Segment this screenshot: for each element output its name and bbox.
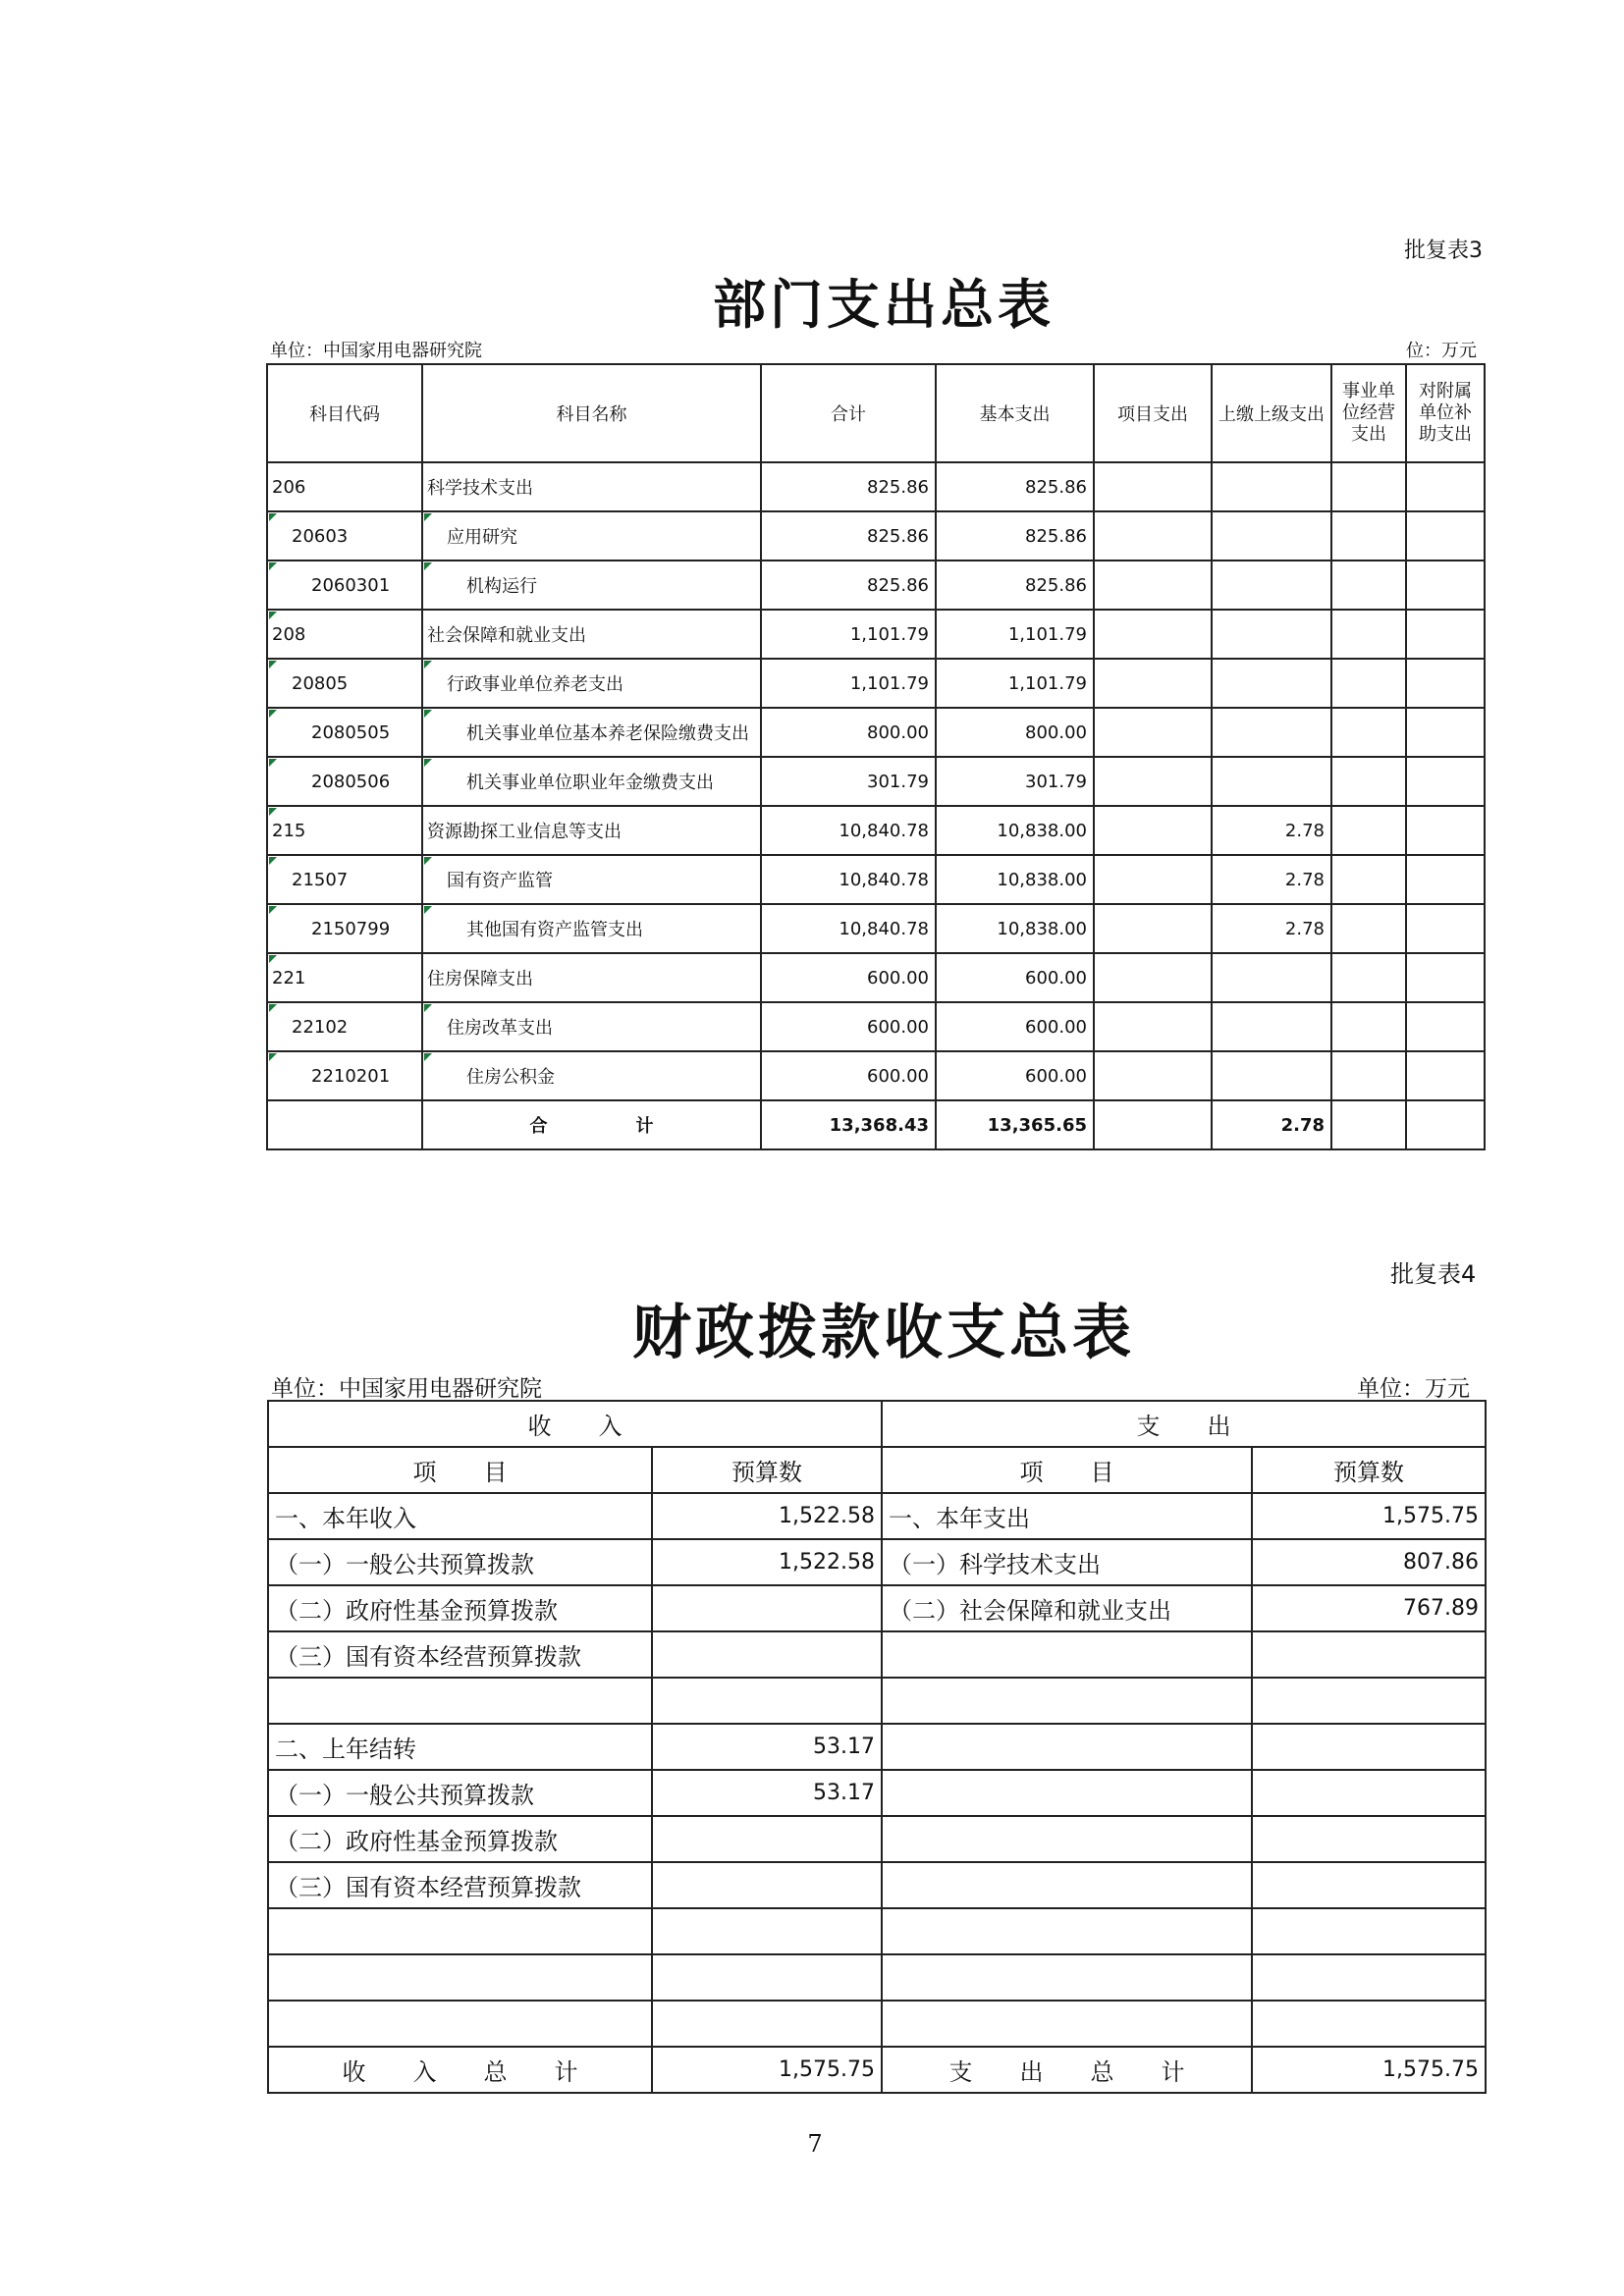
cell-total: 825.86 [761, 561, 936, 610]
expense-amount [1252, 1816, 1486, 1862]
cell-upper [1212, 511, 1331, 561]
cell-name: 行政事业单位养老支出 [422, 659, 761, 708]
cell-subsidy [1406, 953, 1485, 1002]
cell-code: 215 [267, 806, 422, 855]
cell-name: 机关事业单位职业年金缴费支出 [422, 757, 761, 806]
cell-name: 社会保障和就业支出 [422, 610, 761, 659]
header-name: 科目名称 [422, 364, 761, 462]
income-item [268, 1954, 652, 2001]
income-item: （二）政府性基金预算拨款 [268, 1585, 652, 1631]
cell-code: 20805 [267, 659, 422, 708]
cell-subsidy [1406, 1051, 1485, 1100]
cell-basic: 1,101.79 [936, 610, 1094, 659]
cell-name: 机构运行 [422, 561, 761, 610]
dept-expenditure-table [266, 363, 1486, 1150]
page-title-2: 财政拨款收支总表 [632, 1299, 1135, 1367]
table-row [267, 659, 1485, 708]
income-total-label: 收 入 总 计 [268, 2047, 652, 2093]
expense-amount: 767.89 [1252, 1585, 1486, 1631]
expense-item [882, 1954, 1252, 2001]
income-amount [652, 1631, 882, 1678]
income-header: 收 入 [268, 1401, 882, 1447]
table-row [268, 1493, 1486, 1539]
cell-subsidy [1406, 610, 1485, 659]
header-code: 科目代码 [267, 364, 422, 462]
page-title-1: 部门支出总表 [713, 273, 1055, 336]
cell-name: 住房公积金 [422, 1051, 761, 1100]
table-row [268, 1770, 1486, 1816]
fiscal-appropriation-table [267, 1400, 1487, 2094]
table-row [267, 708, 1485, 757]
table-row [267, 1051, 1485, 1100]
cell-basic: 800.00 [936, 708, 1094, 757]
cell-name: 其他国有资产监管支出 [422, 904, 761, 953]
expense-item-header: 项 目 [882, 1447, 1252, 1493]
cell-business [1331, 561, 1406, 610]
cell-basic: 301.79 [936, 757, 1094, 806]
unit-left-2: 单位：中国家用电器研究院 [271, 1376, 542, 1402]
cell-project [1094, 659, 1212, 708]
cell-project [1094, 511, 1212, 561]
total-row [267, 1100, 1485, 1149]
income-item: 二、上年结转 [268, 1724, 652, 1770]
cell-basic: 825.86 [936, 462, 1094, 511]
doc-label-3: 批复表3 [1404, 239, 1483, 263]
cell-total: 10,840.78 [761, 855, 936, 904]
cell-name: 住房改革支出 [422, 1002, 761, 1051]
income-total-amount: 1,575.75 [652, 2047, 882, 2093]
cell-upper [1212, 708, 1331, 757]
expense-amount [1252, 1631, 1486, 1678]
cell-name: 资源勘探工业信息等支出 [422, 806, 761, 855]
cell-subsidy [1406, 561, 1485, 610]
cell-total: 600.00 [761, 953, 936, 1002]
unit-right-1: 位：万元 [1406, 341, 1477, 361]
cell-business [1331, 708, 1406, 757]
cell-business [1331, 462, 1406, 511]
income-amount [652, 1862, 882, 1908]
cell-upper [1212, 1002, 1331, 1051]
table-row [268, 1862, 1486, 1908]
cell-project [1094, 462, 1212, 511]
total-subsidy [1406, 1100, 1485, 1149]
doc-label-4: 批复表4 [1390, 1260, 1477, 1288]
cell-code: 208 [267, 610, 422, 659]
table-row [267, 561, 1485, 610]
expense-amount: 807.86 [1252, 1539, 1486, 1585]
total-upper: 2.78 [1212, 1100, 1331, 1149]
income-item [268, 1678, 652, 1724]
expense-amount [1252, 1678, 1486, 1724]
cell-total: 800.00 [761, 708, 936, 757]
table-row [268, 1816, 1486, 1862]
cell-code: 2150799 [267, 904, 422, 953]
table-row [268, 1724, 1486, 1770]
cell-total: 301.79 [761, 757, 936, 806]
cell-project [1094, 561, 1212, 610]
cell-code: 206 [267, 462, 422, 511]
expense-item [882, 1631, 1252, 1678]
cell-basic: 600.00 [936, 953, 1094, 1002]
total-label: 合 计 [422, 1100, 761, 1149]
total-total: 13,368.43 [761, 1100, 936, 1149]
expense-item [882, 1724, 1252, 1770]
table-row [267, 904, 1485, 953]
cell-subsidy [1406, 511, 1485, 561]
expense-item [882, 1678, 1252, 1724]
expense-amount [1252, 1954, 1486, 2001]
table-header-row [267, 364, 1485, 462]
expense-amount [1252, 1908, 1486, 1954]
cell-name: 科学技术支出 [422, 462, 761, 511]
income-item [268, 2001, 652, 2047]
expense-amount-header: 预算数 [1252, 1447, 1486, 1493]
expense-item [882, 1908, 1252, 1954]
cell-subsidy [1406, 806, 1485, 855]
cell-total: 825.86 [761, 511, 936, 561]
cell-project [1094, 1051, 1212, 1100]
expense-amount: 1,575.75 [1252, 1493, 1486, 1539]
income-amount [652, 1908, 882, 1954]
cell-name: 应用研究 [422, 511, 761, 561]
income-item: （三）国有资本经营预算拨款 [268, 1862, 652, 1908]
income-item: （一）一般公共预算拨款 [268, 1539, 652, 1585]
income-amount [652, 1816, 882, 1862]
cell-project [1094, 610, 1212, 659]
cell-total: 600.00 [761, 1002, 936, 1051]
income-amount: 1,522.58 [652, 1493, 882, 1539]
income-amount-header: 预算数 [652, 1447, 882, 1493]
income-amount: 53.17 [652, 1770, 882, 1816]
cell-business [1331, 953, 1406, 1002]
cell-business [1331, 757, 1406, 806]
cell-name: 住房保障支出 [422, 953, 761, 1002]
total-basic: 13,365.65 [936, 1100, 1094, 1149]
cell-upper [1212, 659, 1331, 708]
total-row [268, 2047, 1486, 2093]
cell-upper: 2.78 [1212, 855, 1331, 904]
expense-item [882, 1862, 1252, 1908]
income-amount [652, 1954, 882, 2001]
cell-upper [1212, 953, 1331, 1002]
expense-item [882, 2001, 1252, 2047]
expense-total-label: 支 出 总 计 [882, 2047, 1252, 2093]
header-business: 事业单位经营支出 [1331, 364, 1406, 462]
cell-total: 10,840.78 [761, 806, 936, 855]
page-number: 7 [807, 2130, 823, 2158]
expense-amount [1252, 1770, 1486, 1816]
unit-left-1: 单位：中国家用电器研究院 [270, 341, 482, 361]
table-row [268, 1908, 1486, 1954]
cell-project [1094, 904, 1212, 953]
header-project: 项目支出 [1094, 364, 1212, 462]
cell-business [1331, 659, 1406, 708]
expense-item: 一、本年支出 [882, 1493, 1252, 1539]
cell-total: 1,101.79 [761, 659, 936, 708]
cell-business [1331, 610, 1406, 659]
table-row [267, 610, 1485, 659]
table-row [267, 953, 1485, 1002]
cell-upper: 2.78 [1212, 904, 1331, 953]
income-amount [652, 1678, 882, 1724]
table-row [268, 1539, 1486, 1585]
cell-upper [1212, 610, 1331, 659]
cell-basic: 600.00 [936, 1002, 1094, 1051]
cell-code: 20603 [267, 511, 422, 561]
cell-project [1094, 757, 1212, 806]
expense-total-amount: 1,575.75 [1252, 2047, 1486, 2093]
cell-project [1094, 855, 1212, 904]
table-row [267, 855, 1485, 904]
header-total: 合计 [761, 364, 936, 462]
cell-project [1094, 953, 1212, 1002]
cell-subsidy [1406, 659, 1485, 708]
cell-name: 国有资产监管 [422, 855, 761, 904]
income-item: （二）政府性基金预算拨款 [268, 1816, 652, 1862]
cell-business [1331, 511, 1406, 561]
cell-business [1331, 1002, 1406, 1051]
cell-code: 2080505 [267, 708, 422, 757]
table-row [268, 2001, 1486, 2047]
cell-business [1331, 904, 1406, 953]
header-basic: 基本支出 [936, 364, 1094, 462]
income-amount [652, 1585, 882, 1631]
table-row [268, 1678, 1486, 1724]
cell-basic: 10,838.00 [936, 855, 1094, 904]
cell-subsidy [1406, 904, 1485, 953]
cell-basic: 1,101.79 [936, 659, 1094, 708]
cell-upper [1212, 1051, 1331, 1100]
cell-basic: 825.86 [936, 511, 1094, 561]
cell-total: 825.86 [761, 462, 936, 511]
expense-amount [1252, 1724, 1486, 1770]
unit-right-2: 单位：万元 [1357, 1376, 1470, 1402]
table-row [268, 1631, 1486, 1678]
table-row [267, 462, 1485, 511]
cell-project [1094, 1002, 1212, 1051]
section-header-row [268, 1401, 1486, 1447]
cell-subsidy [1406, 462, 1485, 511]
cell-code: 221 [267, 953, 422, 1002]
cell-upper [1212, 561, 1331, 610]
table-row [267, 1002, 1485, 1051]
cell-code: 2080506 [267, 757, 422, 806]
income-item-header: 项 目 [268, 1447, 652, 1493]
cell-project [1094, 708, 1212, 757]
cell-basic: 10,838.00 [936, 806, 1094, 855]
income-item: 一、本年收入 [268, 1493, 652, 1539]
income-amount: 1,522.58 [652, 1539, 882, 1585]
expense-item [882, 1770, 1252, 1816]
cell-name: 机关事业单位基本养老保险缴费支出 [422, 708, 761, 757]
cell-basic: 600.00 [936, 1051, 1094, 1100]
cell-subsidy [1406, 1002, 1485, 1051]
cell-upper [1212, 757, 1331, 806]
cell-total: 1,101.79 [761, 610, 936, 659]
header-subsidy: 对附属单位补助支出 [1406, 364, 1485, 462]
expense-amount [1252, 1862, 1486, 1908]
cell-total: 10,840.78 [761, 904, 936, 953]
cell-code: 21507 [267, 855, 422, 904]
cell-subsidy [1406, 855, 1485, 904]
income-item [268, 1908, 652, 1954]
table-row [267, 806, 1485, 855]
income-item: （一）一般公共预算拨款 [268, 1770, 652, 1816]
cell-code: 22102 [267, 1002, 422, 1051]
cell-subsidy [1406, 708, 1485, 757]
income-amount: 53.17 [652, 1724, 882, 1770]
cell-code: 2060301 [267, 561, 422, 610]
table-row [268, 1585, 1486, 1631]
expense-item [882, 1816, 1252, 1862]
cell-subsidy [1406, 757, 1485, 806]
cell-project [1094, 806, 1212, 855]
income-item: （三）国有资本经营预算拨款 [268, 1631, 652, 1678]
cell-total: 600.00 [761, 1051, 936, 1100]
cell-business [1331, 806, 1406, 855]
table-row [267, 757, 1485, 806]
cell-upper [1212, 462, 1331, 511]
cell-upper: 2.78 [1212, 806, 1331, 855]
income-amount [652, 2001, 882, 2047]
cell-business [1331, 1051, 1406, 1100]
expense-header: 支 出 [882, 1401, 1486, 1447]
cell-code [267, 1100, 422, 1149]
cell-business [1331, 855, 1406, 904]
expense-item: （二）社会保障和就业支出 [882, 1585, 1252, 1631]
table-row [268, 1954, 1486, 2001]
total-business [1331, 1100, 1406, 1149]
expense-amount [1252, 2001, 1486, 2047]
table-row [267, 511, 1485, 561]
column-header-row [268, 1447, 1486, 1493]
header-upper: 上缴上级支出 [1212, 364, 1331, 462]
cell-basic: 10,838.00 [936, 904, 1094, 953]
total-project [1094, 1100, 1212, 1149]
cell-basic: 825.86 [936, 561, 1094, 610]
cell-code: 2210201 [267, 1051, 422, 1100]
expense-item: （一）科学技术支出 [882, 1539, 1252, 1585]
